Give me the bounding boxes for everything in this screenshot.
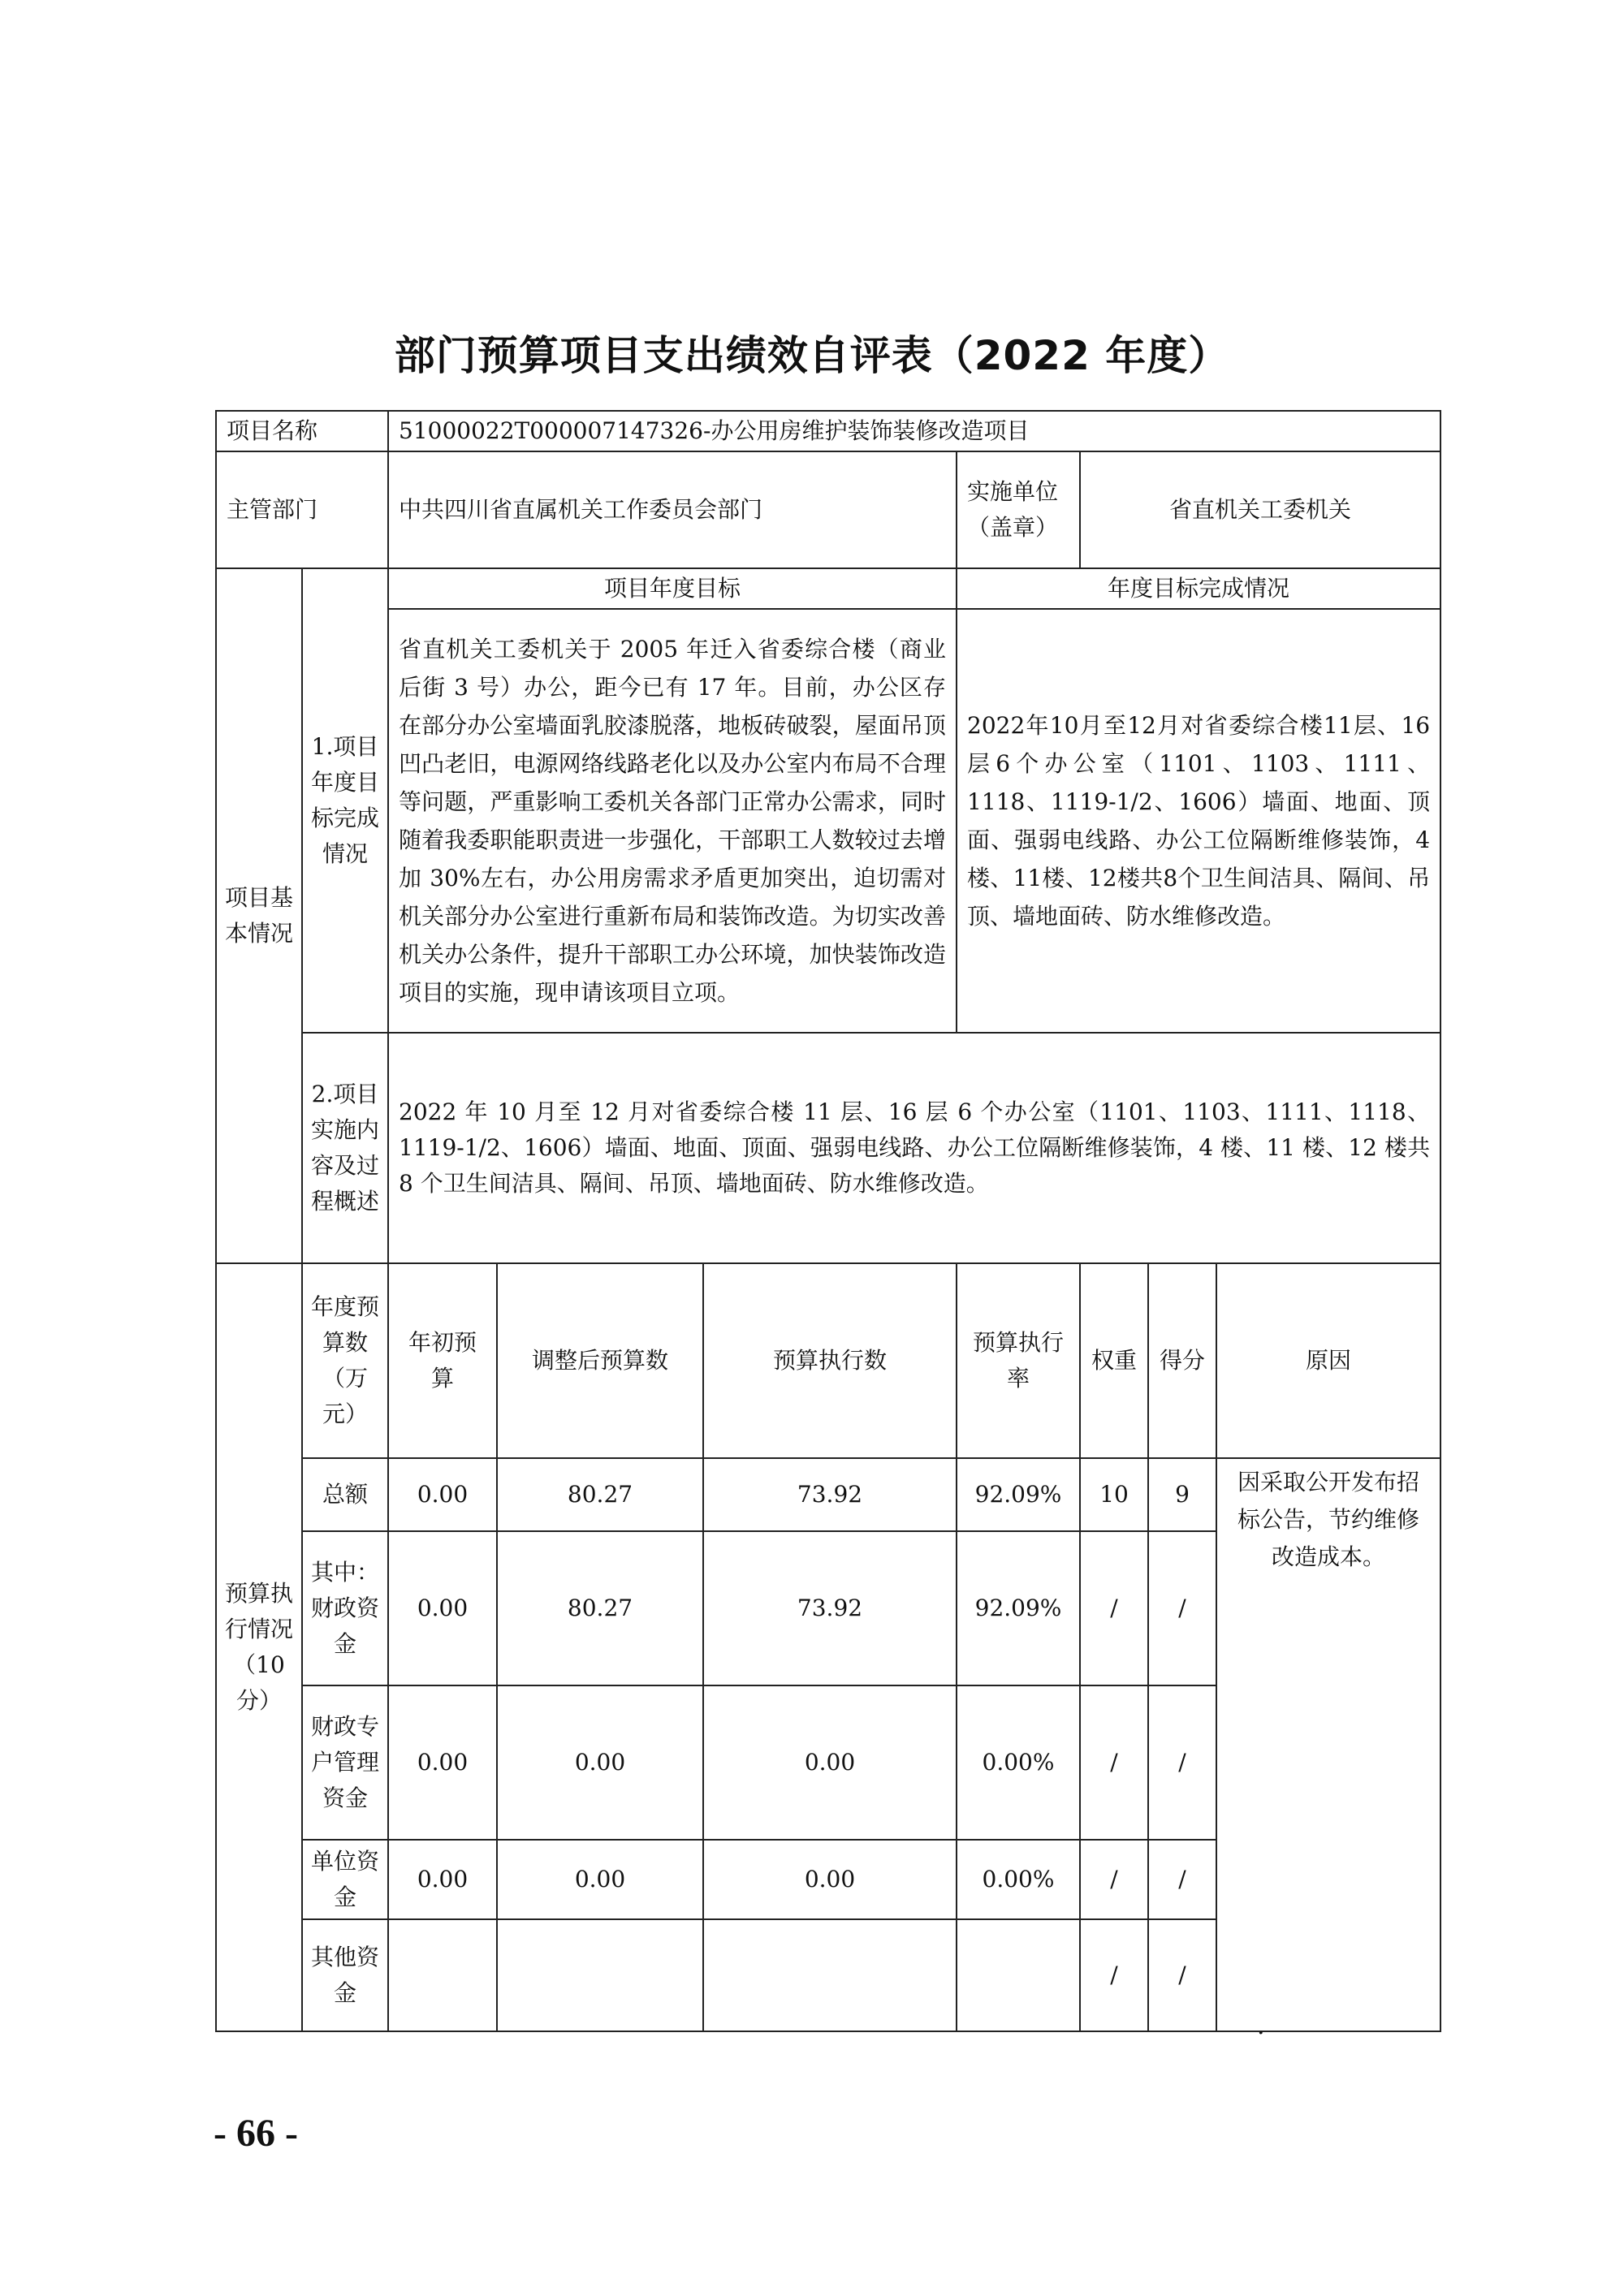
- row-label: 单位资金: [302, 1840, 388, 1919]
- score-value: /: [1148, 1531, 1216, 1685]
- rate-value: 0.00%: [957, 1685, 1080, 1840]
- adjusted-value: 80.27: [497, 1458, 703, 1531]
- row-label: 其他资金: [302, 1919, 388, 2031]
- goal-content-row: [216, 609, 1440, 1033]
- adjusted-budget-header: 调整后预算数: [497, 1263, 703, 1458]
- weight-value: /: [1080, 1919, 1148, 2031]
- project-name-label: 项目名称: [216, 411, 388, 451]
- rate-value: [957, 1919, 1080, 2031]
- initial-value: 0.00: [388, 1531, 497, 1685]
- dept-label: 主管部门: [216, 451, 388, 568]
- score-header: 得分: [1148, 1263, 1216, 1458]
- goal-label: 1.项目年度目标完成情况: [302, 568, 388, 1033]
- initial-budget-header: 年初预算: [388, 1263, 497, 1458]
- initial-value: 0.00: [388, 1685, 497, 1840]
- score-value: /: [1148, 1685, 1216, 1840]
- impl-unit-label: 实施单位（盖章）: [957, 451, 1080, 568]
- department-row: [216, 451, 1440, 568]
- score-value: 9: [1148, 1458, 1216, 1531]
- goal-header-row: [216, 568, 1440, 609]
- goal-text: 省直机关工委机关于 2005 年迁入省委综合楼（商业后街 3 号）办公，距今已有 17 年。目前，办公区存在部分办公室墙面乳胶漆脱落，地板砖破裂，屋面吊顶凹凸老旧，电源网络线路老化以及办公室内布局不合理等问题，严重影响工委机关各部门正常办公需求，同时随着我委职能职责进一步强化，干部职工人数较过去增加 30%左右，办公用房需求矛盾更加突出，迫切需对机关部分办公室进行重新布局和装饰改造。为切实改善机关办公条件，提升干部职工办公环境，加快装饰改造项目的实施，现申请该项目立项。: [388, 609, 957, 1033]
- initial-value: 0.00: [388, 1458, 497, 1531]
- executed-budget-header: 预算执行数: [703, 1263, 957, 1458]
- performance-table: [215, 410, 1441, 2032]
- weight-header: 权重: [1080, 1263, 1148, 1458]
- project-name-value: 51000022T000007147326-办公用房维护装饰装修改造项目: [388, 411, 1440, 451]
- impl-label: 2.项目实施内容及过程概述: [302, 1033, 388, 1263]
- weight-value: /: [1080, 1685, 1148, 1840]
- project-name-row: [216, 411, 1440, 451]
- adjusted-value: [497, 1919, 703, 2031]
- completion-header: 年度目标完成情况: [957, 568, 1440, 609]
- annual-budget-header: 年度预算数（万元）: [302, 1263, 388, 1458]
- rate-value: 92.09%: [957, 1458, 1080, 1531]
- executed-value: [703, 1919, 957, 2031]
- execution-rate-header: 预算执行率: [957, 1263, 1080, 1458]
- weight-value: /: [1080, 1531, 1148, 1685]
- rate-value: 92.09%: [957, 1531, 1080, 1685]
- adjusted-value: 80.27: [497, 1531, 703, 1685]
- budget-header-row: [216, 1263, 1440, 1458]
- rate-value: 0.00%: [957, 1840, 1080, 1919]
- row-label: 其中：财政资金: [302, 1531, 388, 1685]
- impl-text: 2022 年 10 月至 12 月对省委综合楼 11 层、16 层 6 个办公室（1101、1103、1111、1118、1119-1/2、1606）墙面、地面、顶面、强弱电线路、办公工位隔断维修装饰，4 楼、11 楼、12 楼共 8 个卫生间洁具、隔间、吊顶、墙地面砖、防水维修改造。: [388, 1033, 1440, 1263]
- budget-row: [216, 1458, 1440, 1531]
- completion-text: 2022年10月至12月对省委综合楼11层、16层6个办公室（1101、1103、1111、1118、1119-1/2、1606）墙面、地面、顶面、强弱电线路、办公工位隔断维修装饰，4楼、11楼、12楼共8个卫生间洁具、隔间、吊顶、墙地面砖、防水维修改造。: [957, 609, 1440, 1033]
- adjusted-value: 0.00: [497, 1685, 703, 1840]
- score-value: /: [1148, 1840, 1216, 1919]
- implementation-row: [216, 1033, 1440, 1263]
- reason-text: 因采取公开发布招标公告，节约维修改造成本。: [1216, 1458, 1440, 2031]
- impl-unit-value: 省直机关工委机关: [1080, 451, 1440, 568]
- page-title: 部门预算项目支出绩效自评表（2022 年度）: [394, 332, 1230, 379]
- basic-section-label: 项目基本情况: [216, 568, 302, 1263]
- initial-value: [388, 1919, 497, 2031]
- page-number: - 66 -: [214, 2112, 298, 2155]
- executed-value: 0.00: [703, 1685, 957, 1840]
- dept-value: 中共四川省直属机关工作委员会部门: [388, 451, 957, 568]
- initial-value: 0.00: [388, 1840, 497, 1919]
- budget-section-label: 预算执行情况（10分）: [216, 1263, 302, 2031]
- adjusted-value: 0.00: [497, 1840, 703, 1919]
- row-label: 总额: [302, 1458, 388, 1531]
- reason-header: 原因: [1216, 1263, 1440, 1458]
- score-value: /: [1148, 1919, 1216, 2031]
- row-label: 财政专户管理资金: [302, 1685, 388, 1840]
- executed-value: 73.92: [703, 1531, 957, 1685]
- weight-value: /: [1080, 1840, 1148, 1919]
- executed-value: 0.00: [703, 1840, 957, 1919]
- goal-header: 项目年度目标: [388, 568, 957, 609]
- weight-value: 10: [1080, 1458, 1148, 1531]
- stray-dot: .: [1257, 2012, 1265, 2040]
- executed-value: 73.92: [703, 1458, 957, 1531]
